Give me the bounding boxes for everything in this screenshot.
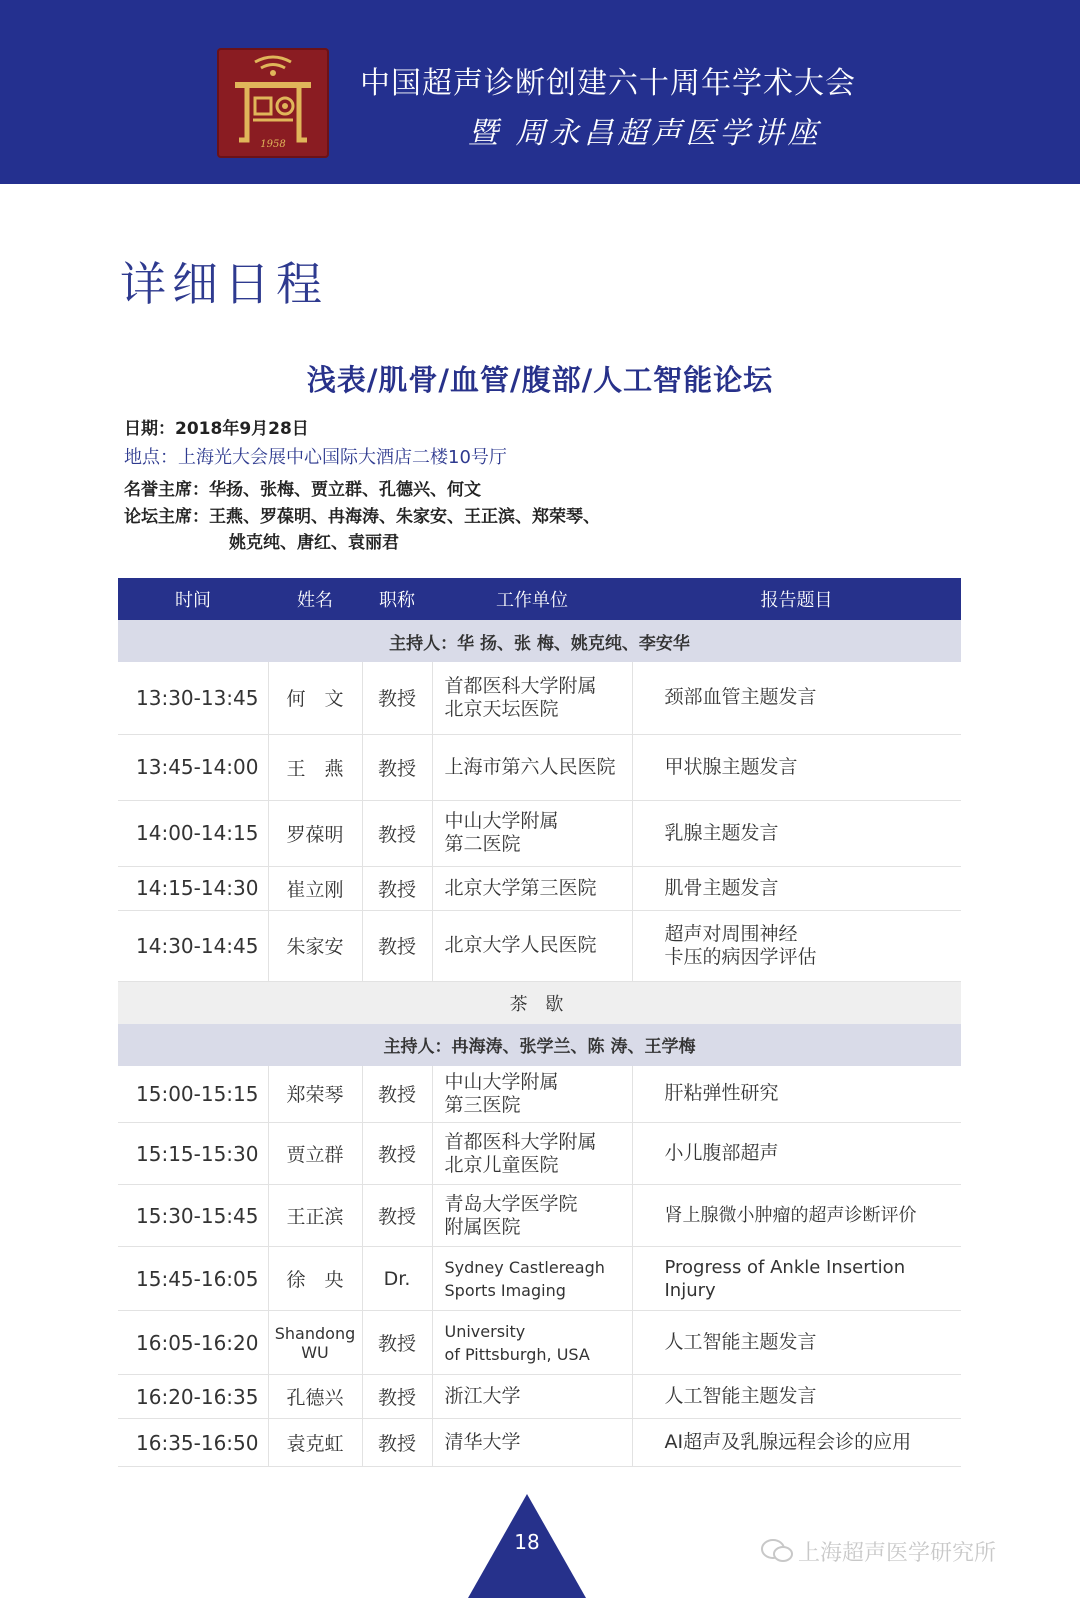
host-text: 主持人：华 扬、张 梅、姚克纯、李安华 [118, 620, 961, 662]
institution-line: 北京天坛医院 [444, 697, 559, 720]
institution-cell [432, 662, 632, 734]
table-row [118, 800, 961, 866]
topic-line: 乳腺主题发言 [664, 821, 779, 844]
conference-logo [217, 48, 329, 158]
topic-line: 肾上腺微小肿瘤的超声诊断评价 [664, 1205, 917, 1226]
institution-line: Sydney Castlereagh [444, 1257, 605, 1277]
watermark-text: 上海超声医学研究所 [798, 1541, 997, 1566]
title-cell: 教授 [362, 1123, 432, 1185]
table-row [118, 866, 961, 910]
host-row [118, 1024, 961, 1066]
institution-cell [432, 1066, 632, 1123]
time-cell: 14:30-14:45 [118, 910, 268, 981]
name-line: WU [301, 1342, 329, 1362]
page-number: 18 [514, 1530, 540, 1554]
topic-cell [632, 1375, 961, 1419]
topic-cell [632, 1185, 961, 1247]
forum-chairs-line: 论坛主席：王燕、罗葆明、冉海涛、朱家安、王正滨、郑荣琴、 [124, 507, 600, 527]
topic-cell [632, 734, 961, 800]
wechat-icon [760, 1538, 794, 1564]
topic-cell [632, 662, 961, 734]
title-cell: 教授 [362, 1185, 432, 1247]
topic-line: Progress of Ankle Insertion [664, 1256, 906, 1278]
topic-cell [632, 1311, 961, 1375]
time-cell: 15:45-16:05 [118, 1247, 268, 1311]
tea-break-row [118, 981, 961, 1024]
institution-cell [432, 866, 632, 910]
name-cell: 罗葆明 [268, 800, 362, 866]
topic-line: AI超声及乳腺远程会诊的应用 [664, 1431, 912, 1453]
title-cell: 教授 [362, 1375, 432, 1419]
institution-line: Sports Imaging [444, 1280, 566, 1300]
institution-line: of Pittsburgh, USA [444, 1344, 590, 1364]
time-cell: 15:15-15:30 [118, 1123, 268, 1185]
name-cell: 何 文 [268, 662, 362, 734]
table-row [118, 734, 961, 800]
institution-cell [432, 734, 632, 800]
name-cell: 袁克虹 [268, 1419, 362, 1467]
institution-cell [432, 1247, 632, 1311]
time-cell: 15:30-15:45 [118, 1185, 268, 1247]
institution-line: 中山大学附属 [444, 1070, 559, 1093]
host-text: 主持人：冉海涛、张学兰、陈 涛、王学梅 [118, 1024, 961, 1066]
host-row [118, 620, 961, 662]
table-row [118, 910, 961, 981]
forum-title: 浅表/肌骨/血管/腹部/人工智能论坛 [306, 363, 774, 397]
institution-line: 首都医科大学附属 [444, 674, 597, 697]
name-cell: 崔立刚 [268, 866, 362, 910]
title-cell: 教授 [362, 866, 432, 910]
title-cell: 教授 [362, 800, 432, 866]
topic-line: Injury [664, 1279, 716, 1301]
header-topic: 报告题目 [632, 578, 961, 620]
date-line: 日期：2018年9月28日 [124, 419, 309, 439]
time-cell: 16:35-16:50 [118, 1419, 268, 1467]
topic-line: 人工智能主题发言 [664, 1331, 817, 1353]
institution-cell [432, 910, 632, 981]
forum-chairs-line-2: 姚克纯、唐红、袁丽君 [229, 533, 399, 553]
institution-line: 第三医院 [444, 1093, 521, 1116]
name-cell: 王 燕 [268, 734, 362, 800]
name-cell [268, 1311, 362, 1375]
lecture-title: 暨 周永昌超声医学讲座 [468, 116, 822, 151]
name-cell: 徐 央 [268, 1247, 362, 1311]
topic-line: 人工智能主题发言 [664, 1385, 817, 1407]
topic-line: 小儿腹部超声 [664, 1142, 779, 1164]
tea-break-text: 茶 歇 [118, 981, 961, 1024]
conference-title: 中国超声诊断创建六十周年学术大会 [360, 66, 856, 101]
title-cell: 教授 [362, 734, 432, 800]
topic-cell [632, 910, 961, 981]
institution-cell [432, 1375, 632, 1419]
institution-cell [432, 1311, 632, 1375]
table-row [118, 1247, 961, 1311]
header-institution: 工作单位 [432, 578, 632, 620]
time-cell: 14:00-14:15 [118, 800, 268, 866]
topic-cell [632, 866, 961, 910]
institution-line: 中山大学附属 [444, 810, 559, 832]
institution-line: 北京大学第三医院 [444, 876, 597, 899]
institution-line: 浙江大学 [444, 1385, 521, 1407]
institution-line: 第二医院 [444, 833, 521, 855]
table-row [118, 1375, 961, 1419]
name-cell: 王正滨 [268, 1185, 362, 1247]
table-row [118, 1419, 961, 1467]
logo-year: 1958 [260, 139, 286, 150]
time-cell: 16:20-16:35 [118, 1375, 268, 1419]
topic-line: 肌骨主题发言 [664, 876, 779, 899]
topic-line: 肝粘弹性研究 [664, 1082, 779, 1105]
institution-line: University [444, 1321, 526, 1341]
institution-cell [432, 1123, 632, 1185]
institution-cell [432, 800, 632, 866]
name-line: Shandong [274, 1323, 356, 1343]
institution-cell [432, 1185, 632, 1247]
schedule-table [118, 578, 961, 1467]
header-banner [0, 0, 1080, 184]
table-row [118, 662, 961, 734]
title-cell: 教授 [362, 662, 432, 734]
table-row [118, 1066, 961, 1123]
institution-line: 青岛大学医学院 [444, 1192, 578, 1215]
institution-line: 上海市第六人民医院 [444, 755, 616, 778]
institution-line: 首都医科大学附属 [444, 1130, 597, 1153]
institution-cell [432, 1419, 632, 1467]
table-header-row [118, 578, 961, 620]
header-title: 职称 [362, 578, 432, 620]
title-cell: 教授 [362, 1066, 432, 1123]
institution-line: 北京大学人民医院 [444, 934, 597, 956]
location-line: 地点：上海光大会展中心国际大酒店二楼10号厅 [124, 447, 507, 468]
topic-cell [632, 1123, 961, 1185]
header-name: 姓名 [268, 578, 362, 620]
topic-cell [632, 1247, 961, 1311]
name-cell: 孔德兴 [268, 1375, 362, 1419]
topic-line: 超声对周围神经 [664, 922, 798, 945]
table-row [118, 1123, 961, 1185]
time-cell: 16:05-16:20 [118, 1311, 268, 1375]
institution-line: 北京儿童医院 [444, 1153, 559, 1176]
time-cell: 14:15-14:30 [118, 866, 268, 910]
header-time: 时间 [118, 578, 268, 620]
table-row [118, 1185, 961, 1247]
time-cell: 13:30-13:45 [118, 662, 268, 734]
section-title: 详细日程 [120, 257, 328, 311]
institution-line: 清华大学 [444, 1431, 521, 1453]
topic-line: 甲状腺主题发言 [664, 755, 798, 778]
topic-cell [632, 800, 961, 866]
name-cell: 郑荣琴 [268, 1066, 362, 1123]
institution-line: 附属医院 [444, 1215, 521, 1238]
topic-cell [632, 1419, 961, 1467]
name-cell: 朱家安 [268, 910, 362, 981]
table-row [118, 1311, 961, 1375]
time-cell: 13:45-14:00 [118, 734, 268, 800]
title-cell: Dr. [362, 1247, 432, 1311]
topic-line: 颈部血管主题发言 [664, 686, 817, 709]
title-cell: 教授 [362, 1311, 432, 1375]
honor-chairs-line: 名誉主席：华扬、张梅、贾立群、孔德兴、何文 [124, 480, 481, 500]
time-cell: 15:00-15:15 [118, 1066, 268, 1123]
topic-cell [632, 1066, 961, 1123]
title-cell: 教授 [362, 1419, 432, 1467]
topic-line: 卡压的病因学评估 [664, 945, 817, 968]
title-cell: 教授 [362, 910, 432, 981]
name-cell: 贾立群 [268, 1123, 362, 1185]
